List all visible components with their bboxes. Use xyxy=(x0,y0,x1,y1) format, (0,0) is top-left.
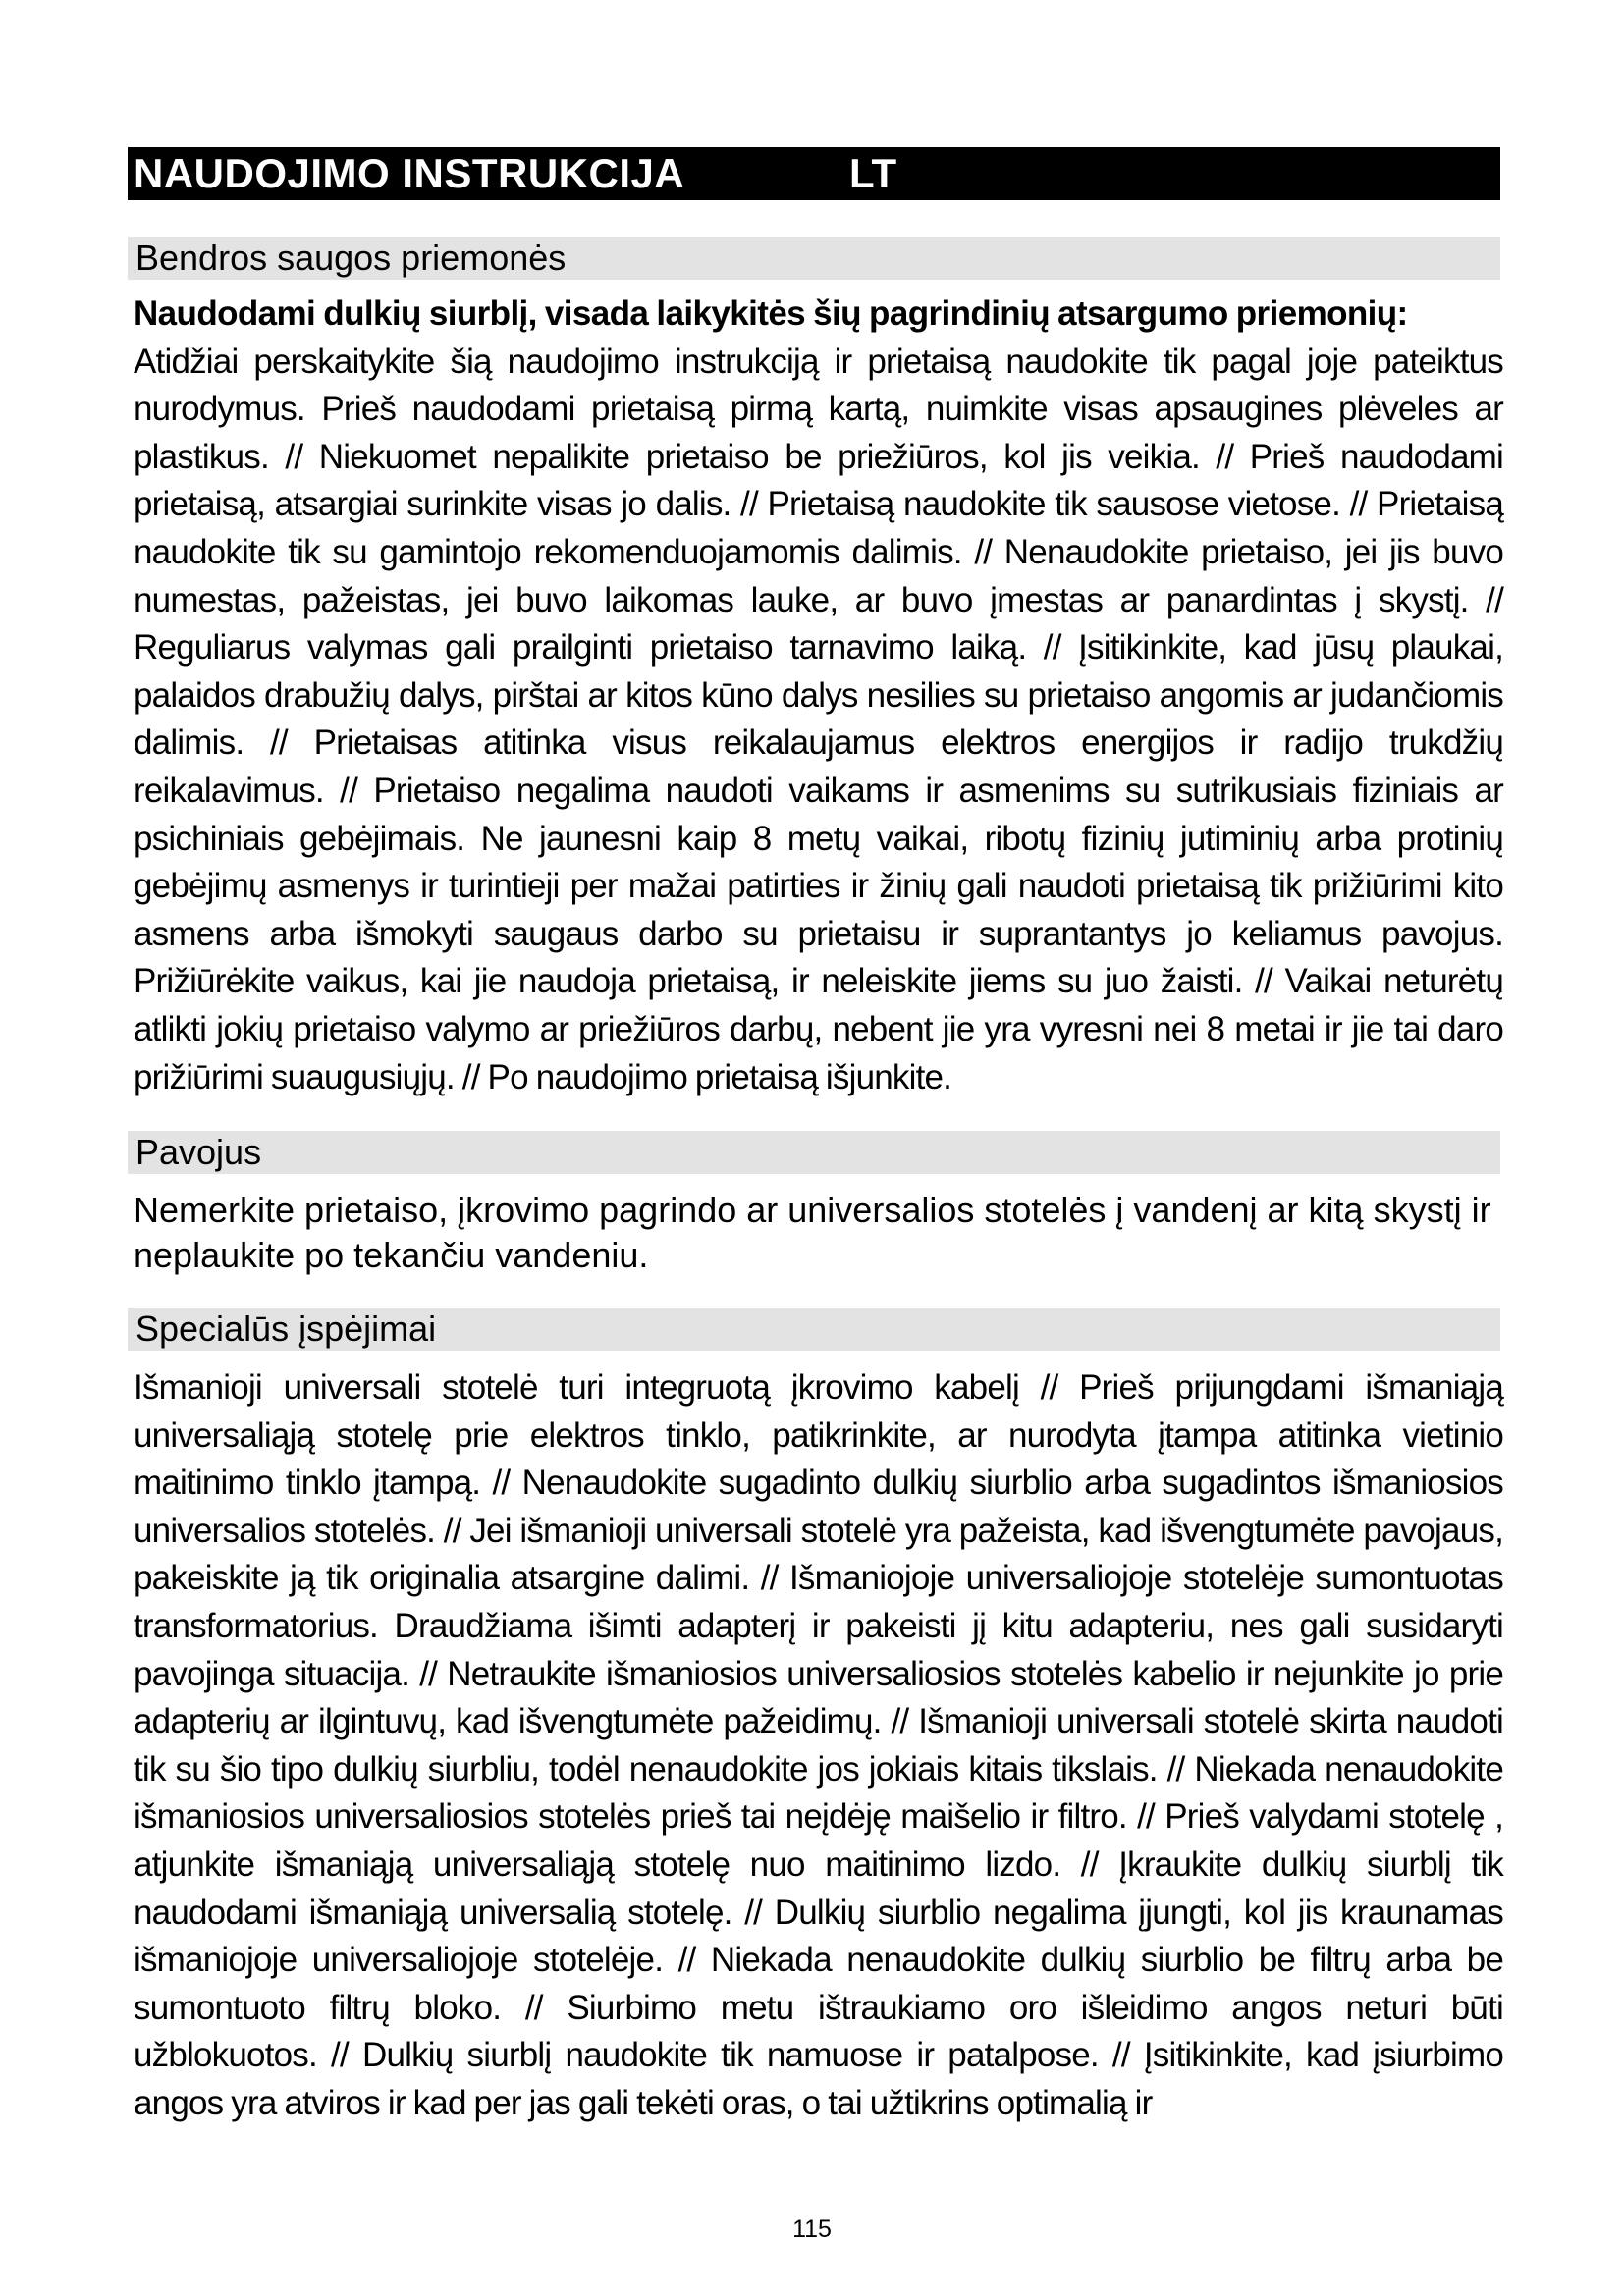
section-heading-general-safety xyxy=(128,237,1500,280)
section-heading-text: Pavojus xyxy=(135,1132,262,1172)
section-heading-danger xyxy=(128,1131,1500,1174)
general-safety-body: Atidžiai perskaitykite šią naudojimo instrukciją ir prietaisą naudokite tik pagal joje pateiktus nurodymus. Prieš naudodami prietaisą pirmą kartą, nuimkite visas apsaugines plėveles ar plastikus. // Niekuomet nepalikite prietaiso be priežiūros, kol jis veikia. // Prieš naudodami prietaisą, atsargiai surinkite visas jo dalis. // Prietaisą naudokite tik sausose vietose. // Prietaisą naudokite tik su gamintojo rekomenduojamomis dalimis. // Nenaudokite prietaiso, jei jis buvo numestas, pažeistas, jei buvo laikomas lauke, ar buvo įmestas ar panardintas į skystį. // Reguliarus valymas gali prailginti prietaiso tarnavimo laiką. // Įsitikinkite, kad jūsų plaukai, palaidos drabužių dalys, pirštai ar kitos kūno dalys nesilies su prietaiso angomis ar judančiomis dalimis. // Prietaisas atitinka visus reikalaujamus elektros energijos ir radijo trukdžių reikalavimus. // Prietaiso negalima naudoti vaikams ir asmenims su sutrikusiais fiziniais ar psichiniais gebėjimais. Ne jaunesni kaip 8 metų vaikai, ribotų fizinių jutiminių arba protinių gebėjimų asmenys ir turintieji per mažai patirties ir žinių gali naudoti prietaisą tik prižiūrimi kito asmens arba išmokyti saugaus darbo su prietaisu ir suprantantys jo keliamus pavojus. Prižiūrėkite vaikus, kai jie naudoja prietaisą, ir neleiskite jiems su juo žaisti. // Vaikai neturėtų atlikti jokių prietaiso valymo ar priežiūros darbų, nebent jie yra vyresni nei 8 metai ir jie tai daro prižiūrimi suaugusiųjų. // Po naudojimo prietaisą išjunkite. xyxy=(134,342,1503,1096)
document-title: NAUDOJIMO INSTRUKCIJA xyxy=(134,150,685,196)
special-warnings-text: Išmanioji universali stotelė turi integruotą įkrovimo kabelį // Prieš prijungdami išmaniąją universaliąją stotelę prie elektros tinklo, patikrinkite, ar nurodyta įtampa atitinka vietinio maitinimo tinklo įtampą. // Nenaudokite sugadinto dulkių siurblio arba sugadintos išmaniosios universalios stotelės. // Jei išmanioji universali stotelė yra pažeista, kad išvengtumėte pavojaus, pakeiskite ją tik originalia atsargine dalimi. // Išmaniojoje universaliojoje stotelėje sumontuotas transformatorius. Draudžiama išimti adapterį ir pakeisti jį kitu adapteriu, nes gali susidaryti pavojinga situacija. // Netraukite išmaniosios universaliosios stotelės kabelio ir nejunkite jo prie adapterių ar ilgintuvų, kad išvengtumėte pažeidimų. // Išmanioji universali stotelė skirta naudoti tik su šio tipo dulkių siurbliu, todėl nenaudokite jos jokiais kitais tikslais. // Niekada nenaudokite išmaniosios universaliosios stotelės prieš tai neįdėję maišelio ir filtro. // Prieš valydami stotelę , atjunkite išmaniąją universaliąją stotelę nuo maitinimo lizdo. // Įkraukite dulkių siurblį tik naudodami išmaniąją universalią stotelę. // Dulkių siurblio negalima įjungti, kol jis kraunamas išmaniojoje universaliojoje stotelėje. // Niekada nenaudokite dulkių siurblio be filtrų arba be sumontuoto filtrų bloko. // Siurbimo metu ištraukiamo oro išleidimo angos neturi būti užblokuotos. // Dulkių siurblį naudokite tik namuose ir patalpose. // Įsitikinkite, kad įsiurbimo angos yra atviros ir kad per jas gali tekėti oras, o tai užtikrins optimalią ir xyxy=(134,1368,1503,2122)
section-heading-special-warnings xyxy=(128,1308,1500,1351)
section-heading-text: Specialūs įspėjimai xyxy=(135,1308,437,1349)
document-title-bar xyxy=(128,147,1500,200)
page-number: 115 xyxy=(792,2216,832,2243)
general-safety-text xyxy=(134,291,1503,1101)
danger-text: Nemerkite prietaiso, įkrovimo pagrindo ar universalios stotelės į vandenį ar kitą skystį ir neplaukite po tekančiu vandeniu. xyxy=(134,1190,1491,1275)
section-heading-text: Bendros saugos priemonės xyxy=(135,238,567,278)
language-code: LT xyxy=(849,150,897,196)
general-safety-lead: Naudodami dulkių siurblį, visada laikykitės šių pagrindinių atsargumo priemonių: xyxy=(134,294,1408,333)
